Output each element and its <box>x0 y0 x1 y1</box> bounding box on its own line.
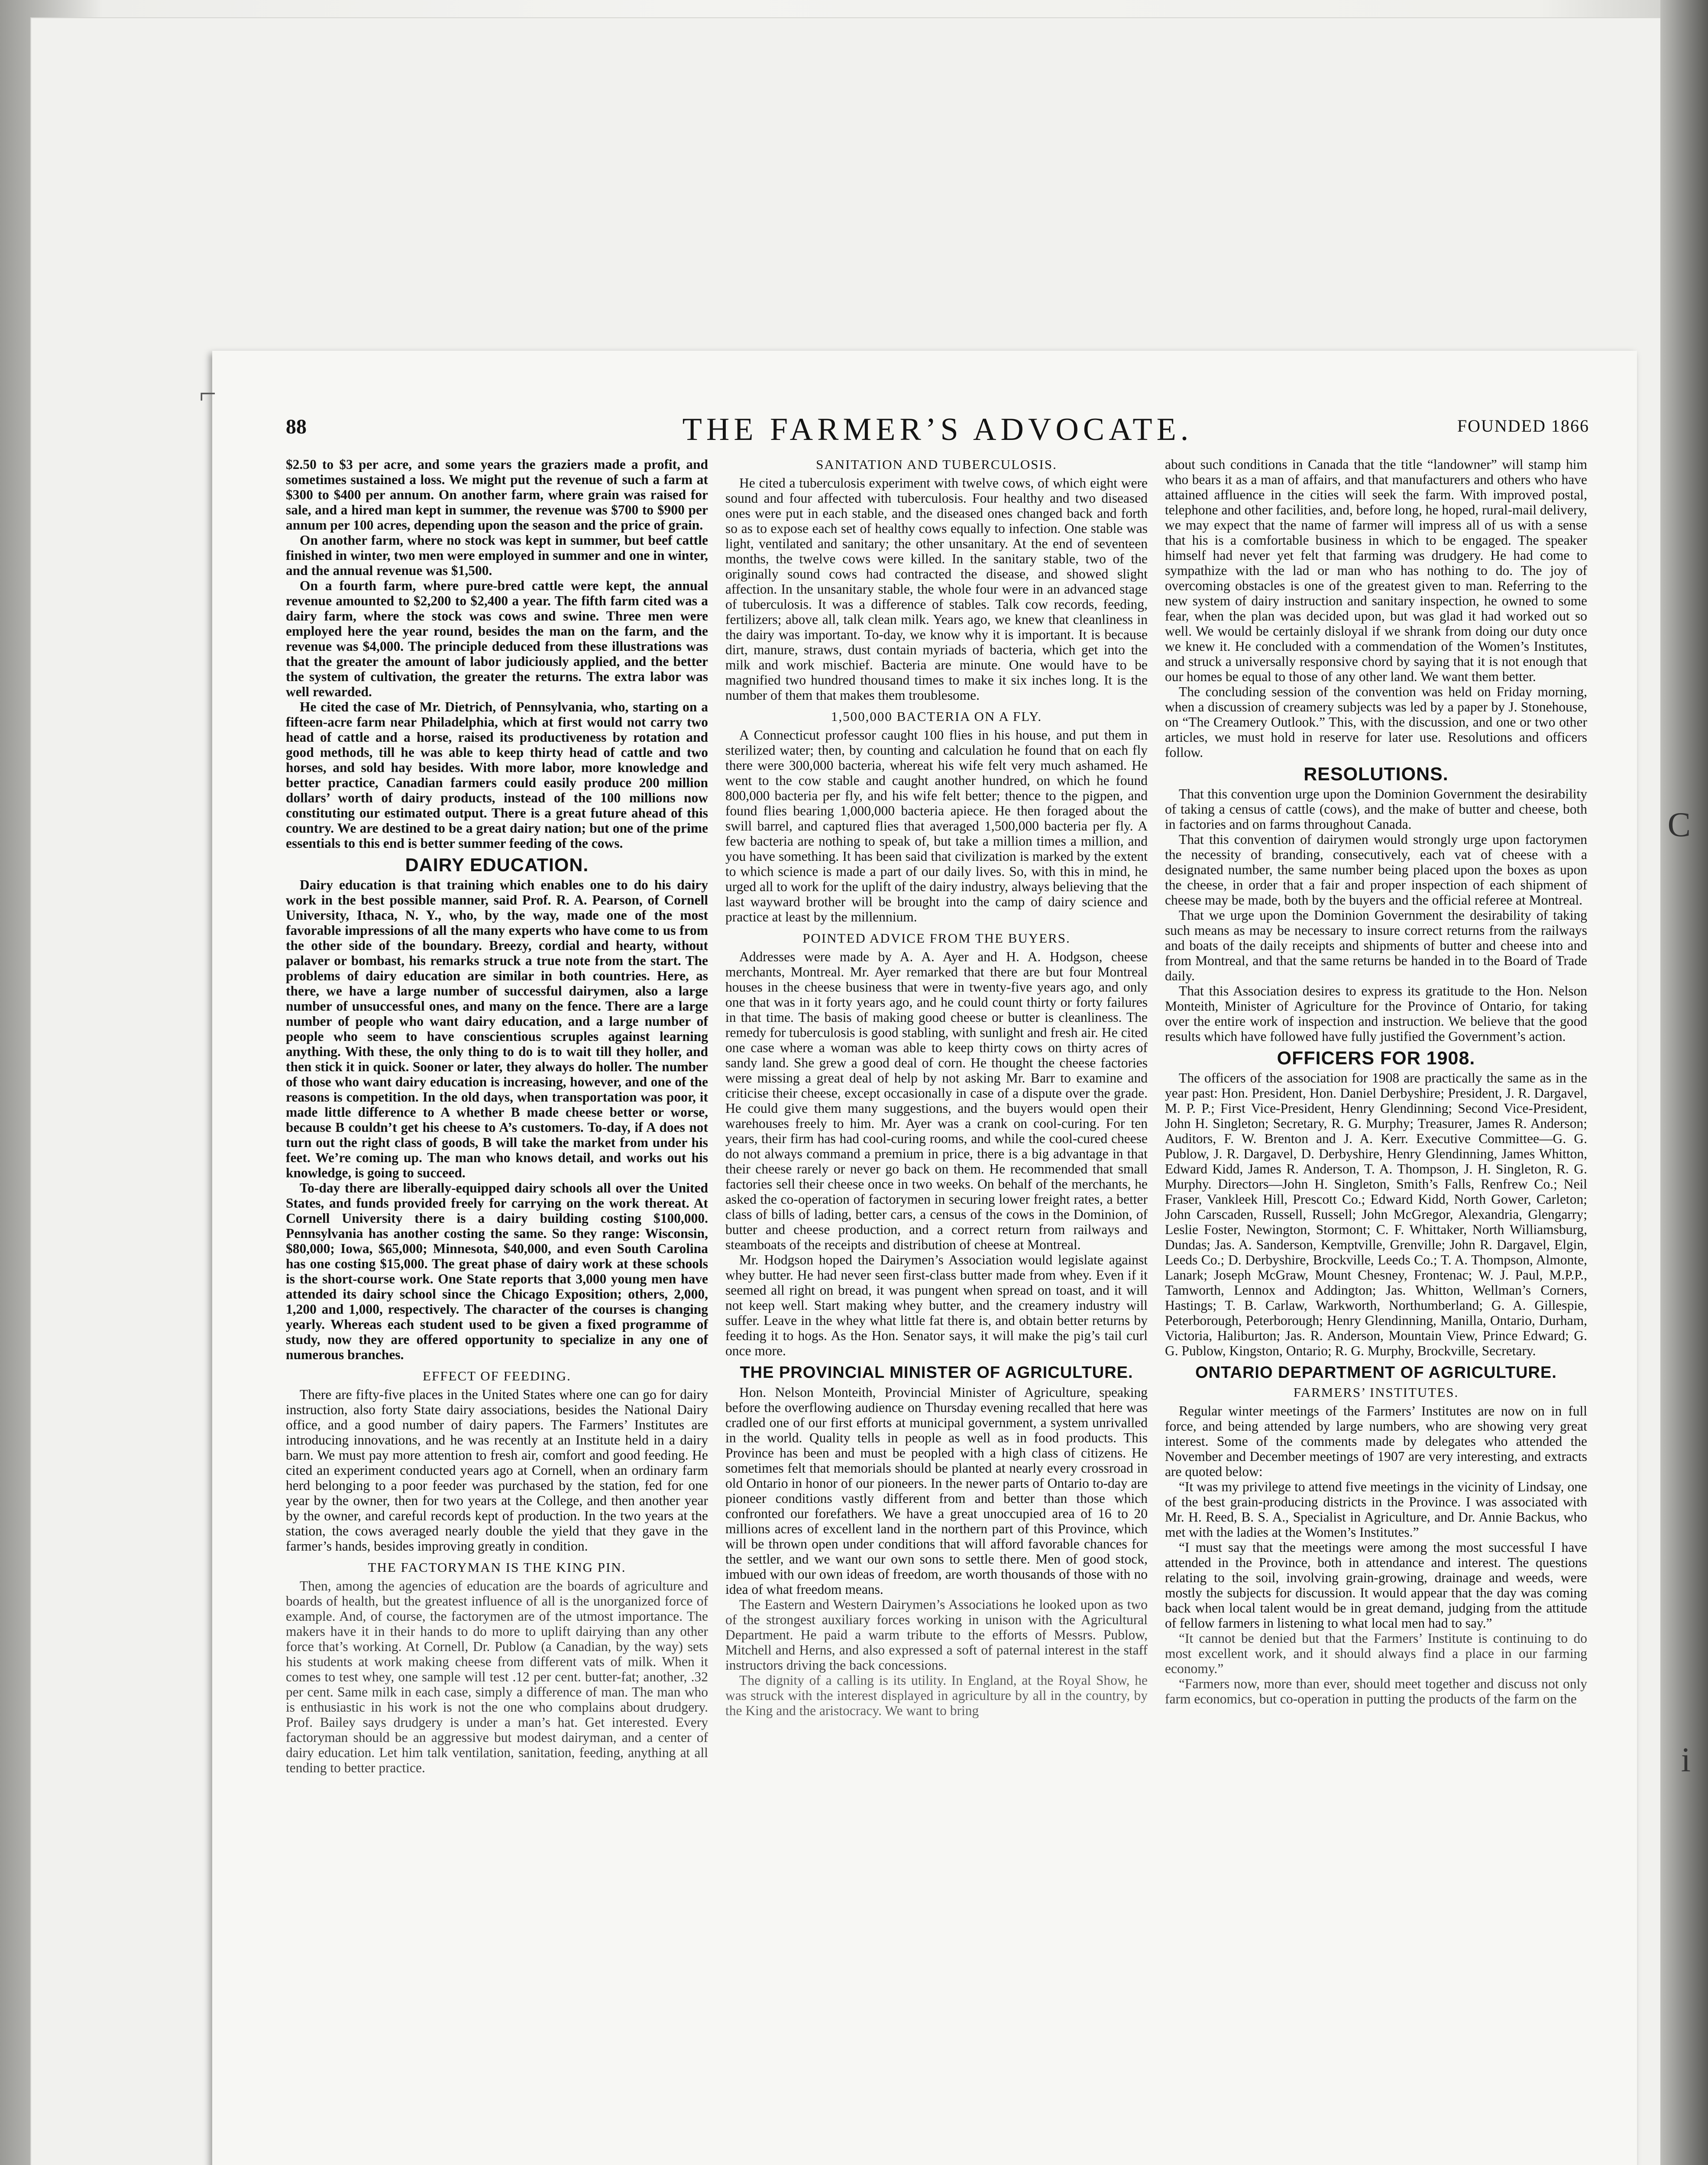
paragraph: The Eastern and Western Dairymen’s Associations he looked upon as two of the strongest auxiliary forces working in unison with the Agricultural Department. He paid a warm tribute to the efforts of Messrs. Publow, Mitchell and Herns, and also expressed a soft of paternal interest in the staff instructors driving the back concessions. <box>725 1597 1148 1673</box>
paragraph: He cited the case of Mr. Dietrich, of Pennsylvania, who, starting on a fifteen-acre farm near Philadelphia, which at first would not carry two head of cattle and a horse, raised its productiveness by rotation and good methods, till he was able to keep thirty head of cattle and two horses, and sold hay besides. With more labor, more knowledge and better practice, Canadian farmers could easily produce 200 million dollars’ worth of dairy products, instead of the 100 millions now constituting our estimated output. There is a great future ahead of this country. We are destined to be a great dairy nation; but one of the prime essentials to this end is better summer feeding of the cows. <box>286 699 708 851</box>
quote-paragraph: “I must say that the meetings were among the most successful I have attended in the Province, both in attendance and interest. The questions relating to the soil, involving grain-growing, drainage and weeds, were mostly the subjects for discussion. It would appear that the day was coming back when local talent would be in great demand, judging from the attitude of fellow farmers in listening to what local men had to say.” <box>1165 1540 1587 1631</box>
resolution-paragraph: That this convention urge upon the Dominion Government the desirability of taking a census of cattle (cows), and the make of butter and cheese, both in factories and on farms throughout Canada. <box>1165 786 1587 832</box>
page-edge-mark: i <box>1681 1741 1691 1779</box>
paragraph: A Connecticut professor caught 100 flies in his house, and put them in sterilized water; then, by counting and calculation he found that on each fly there were 300,000 bacteria, whereat his wife felt very much ashamed. He went to the cow stable and caught another hundred, on which he found 800,000 bacteria per fly, and his wife felt better; thence to the pigpen, and found flies bearing 1,000,000 bacteria apiece. He then foraged about the swill barrel, and captured flies that averaged 1,500,000 bacteria per fly. A few bacteria are nothing to speak of, but take a million times a million, and you have something. It has been said that civilization is marked by the extent to which science is made a part of our daily lives. So, with this in mind, he urged all to work for the uplift of the dairy industry, always believing that the last wayward brother will be brought into the camp of dairy science and practice at least by the millennium. <box>725 727 1148 924</box>
newspaper-page <box>199 351 1637 2165</box>
resolution-paragraph: That this Association desires to express its gratitude to the Hon. Nelson Monteith, Minister of Agriculture for the Province of Ontario, for taking over the entire work of inspection and instruction. We believe that the good results which have followed have fully justified the Government’s action. <box>1165 983 1587 1044</box>
paragraph: $2.50 to $3 per acre, and some years the graziers made a profit, and sometimes sustained a loss. We might put the revenue of such a farm at $300 to $400 per annum. On another farm, where grain was raised for sale, and a hired man kept in summer, the revenue was $700 to $900 per annum per 100 acres, depending upon the season and the price of grain. <box>286 457 708 533</box>
paragraph: The dignity of a calling is its utility. In England, at the Royal Show, he was struck with the interest displayed in agriculture by all in the country, by the King and the aristocracy. We want to bring <box>725 1673 1148 1718</box>
masthead-title: THE FARMER’S ADVOCATE. <box>682 412 1193 447</box>
quote-paragraph: “It cannot be denied but that the Farmers’ Institute is continuing to do most excellent work, and it should always find a place in our farming economy.” <box>1165 1631 1587 1676</box>
paragraph: The officers of the association for 1908 are practically the same as in the year past: Hon. President, Hon. Daniel Derbyshire; President, J. R. Dargavel, M. P. P.; First Vice-President, Henry Glendinning; Second Vice-President, John H. Singleton; Secretary, R. G. Murphy; Treasurer, James R. Anderson; Auditors, F. W. Brenton and J. A. Kerr. Executive Committee—G. G. Publow, J. R. Dargavel, D. Derbyshire, Henry Glendinning, James Whitton, Edward Kidd, James R. Anderson, T. A. Thompson, J. H. Singleton, R. G. Murphy. Directors—John H. Singleton, Smith’s Falls, Renfrew Co.; Neil Fraser, Vankleek Hill, Prescott Co.; Edward Kidd, North Gower, Carleton; John Carscaden, Russell, Russell; John McGregor, Alexandria, Glengarry; Leslie Foster, Newington, Stormont; C. F. Whittaker, North Williamsburg, Dundas; Jas. A. Sanderson, Kemptville, Grenville; John R. Dargavel, Elgin, Leeds Co.; D. Derbyshire, Brockville, Leeds Co.; T. A. Thompson, Almonte, Lanark; Joseph McGraw, Mount Chesney, Frontenac; W. J. Paul, M.P.P., Tamworth, Lennox and Addington; Jas. Whitton, Wellman’s Corners, Hastings; T. B. Carlaw, Warkworth, Northumberland; G. A. Gillespie, Peterborough, Peterborough; Henry Glendinning, Manilla, Ontario, Durham, Victoria, Haliburton; Jas. R. Anderson, Mountain View, Prince Edward; G. G. Publow, Kingston, Ontario; R. G. Murphy, Brockville, Secretary. <box>1165 1070 1587 1358</box>
page-edge-mark: C <box>1667 806 1691 844</box>
paragraph: Regular winter meetings of the Farmers’ Institutes are now on in full force, and being attended by large numbers, who are showing very great interest. Some of the comments made by delegates who attended the November and December meetings of 1907 are very interesting, and extracts are quoted below: <box>1165 1403 1587 1479</box>
subheading: THE FACTORYMAN IS THE KING PIN. <box>368 1560 626 1575</box>
paragraph: Hon. Nelson Monteith, Provincial Minister of Agriculture, speaking before the overflowing audience on Thursday evening recalled that here was cradled one of our first efforts at municipal government, a system unrivalled in the world. Quality tells in people as well as in food products. This Province has been and must be peopled with a high class of citizens. He sometimes felt that memorials should be planted at nearly every crossroad in old Ontario in honor of our pioneers. In the newer parts of Ontario to-day are pioneer conditions vastly different from and better than those which confronted our forefathers. We have a great unoccupied area of 16 to 20 millions acres of excellent land in the northern part of this Province, which will be thrown open under conditions that will afford favorable chances for the settler, and we want our own sons to settle there. Men of good stock, imbued with our own ideas of freedom, are worth thousands of those with no idea of what freedom means. <box>725 1385 1148 1597</box>
section-heading: RESOLUTIONS. <box>1304 764 1449 785</box>
paragraph: He cited a tuberculosis experiment with twelve cows, of which eight were sound and four affected with tuberculosis. Four healthy and two diseased ones were put in each stable, and the diseased ones changed back and forth so as to expose each set of healthy cows equally to infection. One stable was light, ventilated and sanitary; the other unsanitary. At the end of seventeen months, the twelve cows were killed. In the sanitary stable, two of the originally sound cows had contracted the disease, and showed slight affection. In the unsanitary stable, the whole four were in an advanced stage of tuberculosis. It was a difference of stables. Talk cow records, feeding, fertilizers; above all, talk clean milk. Years ago, we knew that cleanliness in the dairy was important. To-day, we know why it is important. It is because dirt, manure, straws, dust contain myriads of bacteria, which get into the milk and work mischief. Bacteria are minute. One would have to be magnified two hundred thousand times to make it six inches long. It is the number of them that makes them troublesome. <box>725 475 1148 703</box>
column-2 <box>725 457 1148 1718</box>
subheading: 1,500,000 BACTERIA ON A FLY. <box>831 709 1042 724</box>
paragraph: The concluding session of the convention was held on Friday morning, when a discussion of creamery subjects was led by a paper by J. Stonehouse, on “The Creamery Outlook.” This, with the discussion, and one or two other articles, we must hold in reserve for later use. Resolutions and officers follow. <box>1165 684 1587 760</box>
quote-paragraph: “It was my privilege to attend five meetings in the vicinity of Lindsay, one of the best grain-producing districts in the Province. I was associated with Mr. H. Reed, B. S. A., Specialist in Agriculture, and Dr. Annie Backus, who met with the ladies at the Women’s Institutes.” <box>1165 1479 1587 1540</box>
paragraph: There are fifty-five places in the United States where one can go for dairy instruction, also forty State dairy associations, besides the National Dairy office, and a good number of dairy papers. The Farmers’ Institutes are introducing innovations, and he was recently at an Institute held in a dairy barn. We must pay more attention to fresh air, comfort and good feeding. He cited an experiment conducted years ago at Cornell, when an ordinary farm herd belonging to a poor feeder was purchased by the station, fed for one year by the owner, then for two years at the College, and then another year by the owner, and careful records kept of production. In the two years at the station, the cows averaged nearly double the yield that they gave in the farmer’s hands, besides improving greatly in condition. <box>286 1387 708 1554</box>
column-3 <box>1165 457 1587 1706</box>
paragraph: Dairy education is that training which enables one to do his dairy work in the best possible manner, said Prof. R. A. Pearson, of Cornell University, Ithaca, N. Y., who, by the way, made one of the most favorable impressions of all the many experts who have come to us from the other side of the boundary. Breezy, cordial and hearty, without palaver or bombast, his remarks struck a true note from the start. The problems of dairy education are similar in both countries. Here, as there, we have a large number of successful dairymen, also a large number of unsuccessful ones, and many on the fence. There are a large number of people who want dairy education, and a large number of people who seem to have conscientious scruples against learning anything. With these, the only thing to do is to wait till they holler, and then stick it in quick. Sooner or later, they always do holler. The number of those who want dairy education is increasing, however, and one of the reasons is competition. In the old days, when transportation was poor, it made little difference to A whether B made cheese better or worse, because B couldn’t get his cheese to A’s customers. To-day, if A does not turn out the right class of goods, B will take the market from under his feet. We’re coming up. The man who knows detail, and works out his knowledge, is going to succeed. <box>286 877 708 1180</box>
section-heading: OFFICERS FOR 1908. <box>1277 1048 1475 1069</box>
subheading: POINTED ADVICE FROM THE BUYERS. <box>802 931 1071 946</box>
founded-line: FOUNDED 1866 <box>1457 416 1589 436</box>
paragraph: To-day there are liberally-equipped dairy schools all over the United States, and funds provided freely for carrying on the work thereat. At Cornell University there is a dairy building costing $100,000. Pennsylvania has another costing the same. So they range: Wisconsin, $80,000; Iowa, $65,000; Minnesota, $40,000, and even South Carolina has one costing $15,000. The great phase of dairy work at these schools is the short-course work. One State reports that 3,000 young men have attended its dairy school since the Chicago Exposition; others, 2,000, 1,200 and 1,000, respectively. The character of the courses is changing yearly. Whereas each student used to be given a fixed programme of study, now they are offered opportunity to specialize in any one of numerous branches. <box>286 1180 708 1362</box>
page-number: 88 <box>286 415 307 438</box>
subheading: FARMERS’ INSTITUTES. <box>1293 1385 1459 1400</box>
paragraph: On a fourth farm, where pure-bred cattle were kept, the annual revenue amounted to $2,200 to $2,400 a year. The fifth farm cited was a dairy farm, where the stock was cows and swine. Three men were employed here the year round, besides the man on the farm, and the revenue was $4,000. The principle deduced from these illustrations was that the greater the amount of labor judiciously applied, and the better the system of cultivation, the greater the returns. The extra labor was well rewarded. <box>286 578 708 699</box>
subheading: EFFECT OF FEEDING. <box>423 1368 571 1383</box>
margin-pencil-mark: ⌐ <box>199 377 217 410</box>
scanner-edge <box>1660 0 1708 2165</box>
paragraph: Addresses were made by A. A. Ayer and H. A. Hodgson, cheese merchants, Montreal. Mr. Ayer remarked that there are but four Montreal houses in the cheese business that were in twenty-five years ago, and only one that was in it forty years ago, and he could count thirty or forty failures in that time. The basis of making good cheese or butter is cleanliness. The remedy for tuberculosis is good stabling, with sunlight and fresh air. He cited one case where a woman was able to keep thirty cows on thirty acres of sandy land. She grew a good deal of corn. He thought the cheese factories were missing a great deal of help by not asking Mr. Barr to examine and criticise their cheese, except occasionally in case of a dispute over the grade. He could give them many suggestions, and the buyers would open their warehouses freely to him. Mr. Ayer was a crank on cool-curing. For ten years, their firm has had cool-curing rooms, and while the cool-cured cheese do not always command a premium in price, there is a big advantage in that their cheese rarely or never go back on them. He recommended that small factories sell their cheese once in two weeks. On behalf of the merchants, he asked the co-operation of factorymen in securing lower freight rates, a better class of bills of lading, better cars, a census of the cows in the Dominion, of butter and cheese production, and a correct return from railways and steamboats of the receipts and distribution of cheese at Montreal. <box>725 949 1148 1252</box>
section-heading: THE PROVINCIAL MINISTER OF AGRICULTURE. <box>740 1364 1133 1382</box>
column-1 <box>286 457 708 1775</box>
paragraph: On another farm, where no stock was kept in summer, but beef cattle finished in winter, two men were employed in summer and one in winter, and the annual revenue was $1,500. <box>286 533 708 578</box>
paragraph: Then, among the agencies of education are the boards of agriculture and boards of health, but the greatest influence of all is the unorganized force of example. And, of course, the factorymen are of the utmost importance. The makers have it in their hands to do more to uplift dairying than any other force that’s working. At Cornell, Dr. Publow (a Canadian, by the way) sets his students at work making cheese from different vats of milk. When it comes to test whey, one sample will test .12 per cent. butter-fat; another, .32 per cent. Same milk in each case, simply a difference of man. The man who is enthusiastic in his work is not the one who complains about drudgery. Prof. Bailey says drudgery is under a man’s hat. Get interested. Every factoryman should be an aggressive but modest dairyman, and a center of dairy education. Let him talk ventilation, sanitation, feeding, anything at all tending to better practice. <box>286 1578 708 1775</box>
quote-paragraph: “Farmers now, more than ever, should meet together and discuss not only farm economics, but co-operation in putting the products of the farm on the <box>1165 1676 1587 1706</box>
section-heading: ONTARIO DEPARTMENT OF AGRICULTURE. <box>1195 1364 1557 1382</box>
resolution-paragraph: That this convention of dairymen would strongly urge upon factorymen the necessity of branding, consecutively, each vat of cheese with a designated number, the same number being placed upon the boxes as upon the cheese, in order that a fair and proper inspection of each shipment of cheese may be made, both by the buyers and the official referee at Montreal. <box>1165 832 1587 908</box>
resolution-paragraph: That we urge upon the Dominion Government the desirability of taking such means as may be necessary to insure correct returns from the railways and boats of the daily receipts and shipments of butter and cheese into and from Montreal, and that the same returns be handed in to the Board of Trade daily. <box>1165 908 1587 983</box>
section-heading: DAIRY EDUCATION. <box>405 855 589 876</box>
subheading: SANITATION AND TUBERCULOSIS. <box>816 457 1057 472</box>
paragraph: Mr. Hodgson hoped the Dairymen’s Association would legislate against whey butter. He had never seen first-class butter made from whey. Even if it seemed all right on bread, it was pungent when spread on toast, and it will not keep well. Start making whey butter, and the creamery industry will suffer. Leave in the whey what little fat there is, and obtain better returns by feeding it to hogs. As the Hon. Senator says, it will make the pig’s tail curl once more. <box>725 1252 1148 1358</box>
page-header <box>286 411 1589 455</box>
paragraph: about such conditions in Canada that the title “landowner” will stamp him who bears it as a man of affairs, and that manufacturers and others who have attained affluence in the cities will seek the farm. With improved postal, telephone and other facilities, and, before long, he hoped, rural-mail delivery, we may expect that the name of farmer will impress all of us with a sense that his is a comfortable business in which to be engaged. The speaker himself had never yet felt that farming was drudgery. He had come to sympathize with the lad or man who has nothing to do. The joy of overcoming obstacles is one of the greatest given to man. Referring to the new system of dairy instruction and sanitary inspection, he owned to some fear, when the plan was decided upon, but was glad it had worked out so well. We would be certainly disloyal if we shrank from doing our duty once we knew it. He concluded with a commendation of the Women’s Institutes, and struck a universally responsive chord by saying that it is not enough that our homes be equal to those of any other land. We want them better. <box>1165 457 1587 684</box>
